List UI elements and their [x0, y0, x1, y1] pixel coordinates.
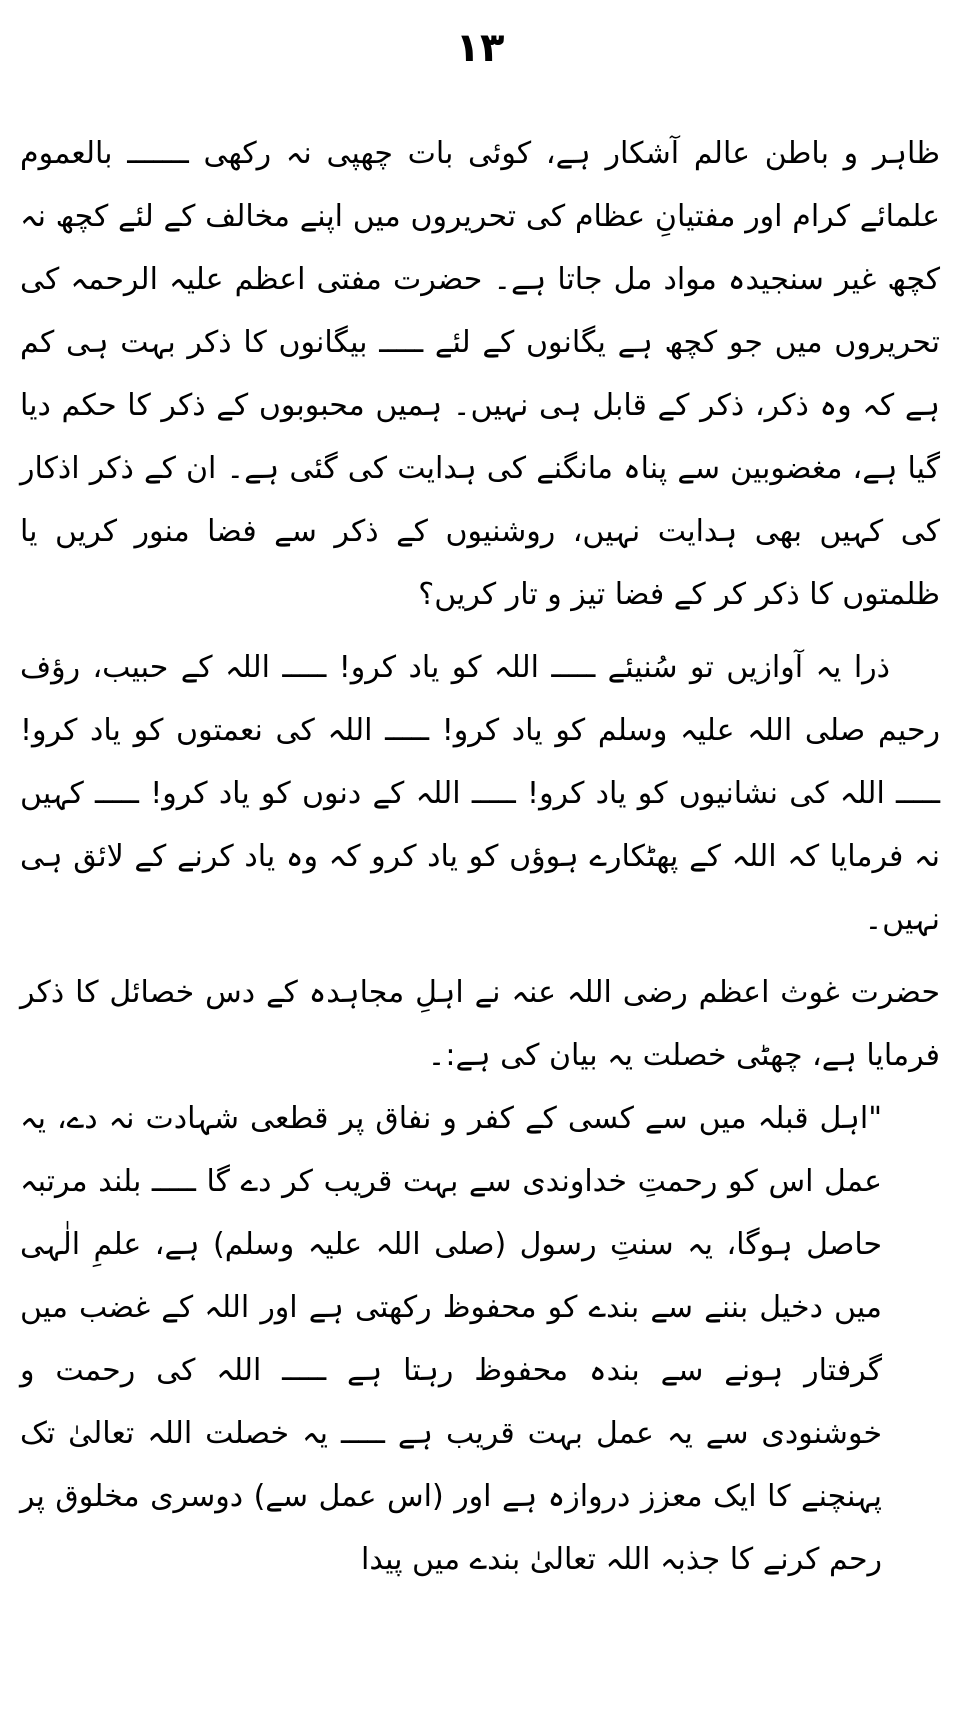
- paragraph-1: ظاہر و باطن عالم آشکار ہے، کوئی بات چھپی نہ رکھی ـــــــ بالعموم علمائے کرام اور مفتیانِ عظام کی تحریروں میں اپنے مخالف کے لئے کچھ نہ کچھ غیر سنجیدہ مواد مل جاتا ہے۔ حضرت مفتی اعظم علیہ الرحمہ کی تحریروں میں جو کچھ ہے یگانوں کے لئے ـــــ بیگانوں کا ذکر بہت ہی کم ہے کہ وہ ذکر، ذکر کے قابل ہی نہیں۔ ہمیں محبوبوں کے ذکر کا حکم دیا گیا ہے، مغضوبین سے پناہ مانگنے کی ہدایت کی گئی ہے۔ ان کے ذکر اذکار کی کہیں بھی ہدایت نہیں، روشنیوں کے ذکر سے فضا منور کریں یا ظلمتوں کا ذکر کر کے فضا تیز و تار کریں؟: [20, 136, 940, 612]
- paragraph-3: حضرت غوث اعظم رضی اللہ عنہ نے اہلِ مجاہدہ کے دس خصائل کا ذکر فرمایا ہے، چھٹی خصلت یہ بیان کی ہے:۔: [20, 975, 940, 1073]
- page-number: ۱۳: [455, 25, 505, 71]
- block-quote: "اہل قبلہ میں سے کسی کے کفر و نفاق پر قطعی شہادت نہ دے، یہ عمل اس کو رحمتِ خداوندی سے بہت قریب کر دے گا ـــــ بلند مرتبہ حاصل ہوگا، یہ سنتِ رسول (صلی اللہ علیہ وسلم) ہے، علمِ الٰہی میں دخیل بننے سے بندے کو محفوظ رکھتی ہے اور اللہ کے غضب میں گرفتار ہونے سے بندہ محفوظ رہتا ہے ـــــ اللہ کی رحمت و خوشنودی سے یہ عمل بہت قریب ہے ـــــ یہ خصلت اللہ تعالیٰ تک پہنچنے کا ایک معزز دروازہ ہے اور (اس عمل سے) دوسری مخلوق پر رحم کرنے کا جذبہ اللہ تعالیٰ بندے میں پیدا: [20, 1101, 882, 1577]
- paragraph-2: ذرا یہ آوازیں تو سُنیئے ـــــ اللہ کو یاد کرو! ـــــ اللہ کے حبیب، رؤف رحیم صلی اللہ علیہ وسلم کو یاد کرو! ـــــ اللہ کی نعمتوں کو یاد کرو! ـــــ اللہ کی نشانیوں کو یاد کرو! ـــــ اللہ کے دنوں کو یاد کرو! ـــــ کہیں نہ فرمایا کہ اللہ کے پھٹکارے ہوؤں کو یاد کرو کہ وہ یاد کرنے کے لائق ہی نہیں۔: [20, 650, 940, 937]
- body-text: [20, 122, 940, 1591]
